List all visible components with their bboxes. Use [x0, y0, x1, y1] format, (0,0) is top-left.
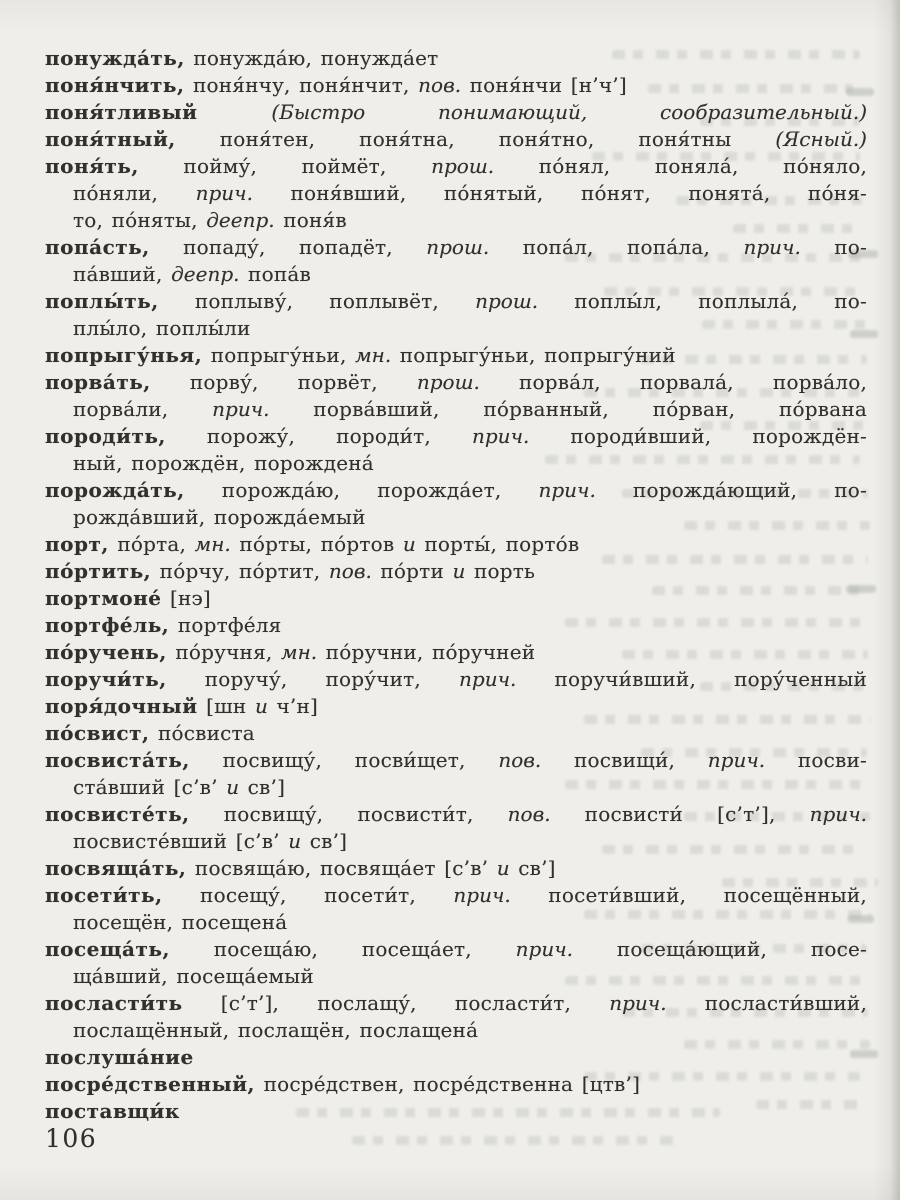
word-forms: посеща́ющий, посе- — [573, 937, 868, 961]
grammar-label: и — [288, 829, 302, 853]
headword: порожда́ть, — [45, 478, 185, 502]
headword: поня́нчить, — [45, 73, 185, 97]
word-forms: па́вший, — [73, 262, 172, 286]
grammar-label: пов. — [498, 748, 542, 772]
grammar-label: прич. — [212, 397, 270, 421]
grammar-label: деепр. — [206, 208, 275, 232]
dictionary-line — [45, 585, 867, 612]
word-forms: по́рчу, по́ртит, — [151, 559, 329, 583]
grammar-label: прич. — [459, 667, 517, 691]
headword: послуша́ние — [45, 1045, 194, 1069]
dictionary-line — [45, 963, 867, 990]
grammar-label: мн. — [281, 640, 318, 664]
grammar-label: пов. — [507, 802, 551, 826]
word-forms: поня́тен, поня́тна, поня́тно, поня́тны — [175, 127, 776, 151]
grammar-label: пов. — [328, 559, 372, 583]
dictionary-line — [45, 1098, 867, 1125]
grammar-label: прич. — [609, 991, 667, 1015]
grammar-label: прош. — [431, 154, 495, 178]
dictionary-line — [45, 774, 867, 801]
headword: посвяща́ть, — [45, 856, 187, 880]
dictionary-line — [45, 261, 867, 288]
headword: портмоне́ — [45, 586, 162, 610]
word-forms: поручу́, пору́чит, — [166, 667, 460, 691]
word-forms: посещу́, посети́т, — [162, 883, 454, 907]
dictionary-line — [45, 1071, 867, 1098]
word-forms: св’] — [301, 829, 348, 853]
grammar-label: прич. — [453, 883, 511, 907]
headword: попа́сть, — [45, 235, 150, 259]
word-forms: порты́, порто́в — [415, 532, 580, 556]
word-forms: св’] — [509, 856, 556, 880]
word-forms: то, по́няты, — [73, 208, 207, 232]
headword: по́свист, — [45, 721, 150, 745]
dictionary-line — [45, 1017, 867, 1044]
word-forms: порожу́, породи́т, — [165, 424, 472, 448]
dictionary-line — [45, 369, 867, 396]
word-forms: посвисте́вший [с’в’ — [73, 829, 289, 853]
word-forms: по́ручня, — [166, 640, 281, 664]
headword: порва́ть, — [45, 370, 151, 394]
dictionary-line — [45, 882, 867, 909]
dictionary-line — [45, 450, 867, 477]
word-forms: порва́л, порвала́, порва́ло, — [479, 370, 867, 394]
word-forms: поня́вший, по́нятый, по́нят, понята́, по́ня- — [252, 181, 867, 205]
word-forms: рожда́вший, порожда́емый — [73, 505, 366, 529]
dictionary-line — [45, 666, 867, 693]
word-forms: [с’т’], послащу́, посласти́т, — [182, 991, 610, 1015]
grammar-label: мн. — [355, 343, 392, 367]
word-forms: поплы́л, поплыла́, по- — [538, 289, 867, 313]
headword: попрыгу́нья, — [45, 343, 203, 367]
dictionary-line — [45, 153, 867, 180]
word-forms: посвищи́, — [541, 748, 708, 772]
dictionary-text-block — [45, 45, 867, 1125]
headword: портфе́ль, — [45, 613, 170, 637]
word-forms: поня́в — [274, 208, 347, 232]
dictionary-line — [45, 639, 867, 666]
grammar-label: прич. — [195, 181, 253, 205]
word-forms: посещён, посещена́ — [73, 910, 288, 934]
word-forms: по- — [800, 235, 867, 259]
word-forms: портфе́ля — [169, 613, 282, 637]
word-forms: послащённый, послащён, послащена́ — [73, 1018, 479, 1042]
dictionary-line — [45, 504, 867, 531]
word-forms: посвисти́ [с’т’], — [550, 802, 810, 826]
dictionary-line — [45, 990, 867, 1017]
word-forms: по́свиста — [149, 721, 255, 745]
word-forms: порву́, порвёт, — [150, 370, 417, 394]
dictionary-line — [45, 936, 867, 963]
headword: посвиста́ть, — [45, 748, 190, 772]
dictionary-line — [45, 180, 867, 207]
headword: поря́дочный — [45, 694, 198, 718]
word-forms: поручи́вший, пору́ченный — [516, 667, 867, 691]
word-forms: ща́вший, посеща́емый — [73, 964, 314, 988]
grammar-label: и — [226, 775, 240, 799]
headword: порт, — [45, 532, 109, 556]
dictionary-line — [45, 1044, 867, 1071]
word-forms: попрыгу́ньи, — [202, 343, 356, 367]
word-forms: по́нял, поняла́, по́няло, — [494, 154, 867, 178]
headword: поплы́ть, — [45, 289, 159, 313]
dictionary-line — [45, 342, 867, 369]
word-forms: по́няли, — [73, 181, 196, 205]
dictionary-line — [45, 909, 867, 936]
grammar-label: прич. — [743, 235, 801, 259]
word-forms: [нэ] — [161, 586, 211, 610]
dictionary-line — [45, 45, 867, 72]
headword: поня́тливый — [45, 100, 272, 124]
grammar-label: прич. — [707, 748, 766, 772]
dictionary-line — [45, 99, 867, 126]
page-number: 106 — [45, 1124, 98, 1153]
dictionary-line — [45, 288, 867, 315]
grammar-label: деепр. — [171, 262, 240, 286]
dictionary-line — [45, 855, 867, 882]
word-forms: ста́вший [с’в’ — [73, 775, 227, 799]
word-forms: попа́л, попа́ла, — [489, 235, 744, 259]
word-forms: поплыву́, поплывёт, — [158, 289, 476, 313]
word-forms: попа́в — [239, 262, 311, 286]
grammar-label: прич. — [538, 478, 596, 502]
word-forms: порть — [465, 559, 536, 583]
grammar-label: (Ясный.) — [775, 127, 867, 151]
dictionary-line — [45, 531, 867, 558]
dictionary-line — [45, 720, 867, 747]
word-forms: ч’н] — [267, 694, 318, 718]
headword: посвисте́ть, — [45, 802, 190, 826]
word-forms: порожда́ющий, по- — [595, 478, 867, 502]
dictionary-line — [45, 72, 867, 99]
page-edge-shadow — [890, 0, 900, 1200]
headword: породи́ть, — [45, 424, 166, 448]
word-forms: по́рти — [371, 559, 453, 583]
word-forms: пойму́, поймёт, — [138, 154, 432, 178]
headword: поня́тный, — [45, 127, 176, 151]
word-forms: [шн — [197, 694, 256, 718]
word-forms: св’] — [239, 775, 286, 799]
grammar-label: и — [402, 532, 416, 556]
word-forms: порожда́ю, порожда́ет, — [184, 478, 539, 502]
word-forms: посвищу́, посвисти́т, — [189, 802, 508, 826]
grammar-label: пов. — [418, 73, 462, 97]
dictionary-line — [45, 558, 867, 585]
word-forms: посети́вший, посещённый, — [510, 883, 867, 907]
dictionary-line — [45, 315, 867, 342]
dictionary-line — [45, 477, 867, 504]
grammar-label: мн. — [194, 532, 231, 556]
grammar-label: прош. — [416, 370, 480, 394]
word-forms: поня́нчу, поня́нчит, — [184, 73, 419, 97]
grammar-label: и — [452, 559, 466, 583]
headword: посеща́ть, — [45, 937, 170, 961]
dictionary-line — [45, 612, 867, 639]
grammar-label: прош. — [426, 235, 490, 259]
word-forms: плы́ло, поплы́ли — [73, 316, 251, 340]
word-forms: порва́вший, по́рванный, по́рван, по́рвана — [269, 397, 867, 421]
word-forms: посви- — [765, 748, 867, 772]
bleedthrough-mark — [352, 1136, 678, 1145]
dictionary-line — [45, 693, 867, 720]
word-forms: понужда́ю, понужда́ет — [184, 46, 439, 70]
headword: поставщи́к — [45, 1099, 180, 1123]
grammar-label: прош. — [475, 289, 539, 313]
grammar-label: и — [255, 694, 268, 718]
grammar-label: прич. — [809, 802, 867, 826]
dictionary-line — [45, 747, 867, 774]
dictionary-line — [45, 423, 867, 450]
headword: по́ручень, — [45, 640, 167, 664]
word-forms: попаду́, попадёт, — [149, 235, 427, 259]
word-forms: посвищу́, посви́щет, — [189, 748, 499, 772]
headword: посласти́ть — [45, 991, 183, 1015]
word-forms: ный, порождён, порождена́ — [73, 451, 374, 475]
headword: по́ртить, — [45, 559, 152, 583]
word-forms: по́ручни, по́ручней — [317, 640, 536, 664]
grammar-label: прич. — [515, 937, 574, 961]
word-forms: порва́ли, — [73, 397, 213, 421]
headword: посети́ть, — [45, 883, 163, 907]
dictionary-line — [45, 126, 867, 153]
word-forms: по́рты, по́ртов — [230, 532, 403, 556]
word-forms: посвяща́ю, посвяща́ет [с’в’ — [186, 856, 497, 880]
grammar-label: прич. — [472, 424, 530, 448]
word-forms: попрыгу́ньи, попрыгу́ний — [391, 343, 676, 367]
dictionary-line — [45, 828, 867, 855]
grammar-label: (Быстро понимающий, сообразительный.) — [271, 100, 867, 124]
headword: посре́дственный, — [45, 1072, 256, 1096]
word-forms: посласти́вший, — [666, 991, 867, 1015]
dictionary-line — [45, 207, 867, 234]
dictionary-line — [45, 801, 867, 828]
headword: понужда́ть, — [45, 46, 185, 70]
word-forms: по́рта, — [108, 532, 195, 556]
word-forms: посре́дствен, посре́дственна [цтв’] — [255, 1072, 641, 1096]
word-forms: посеща́ю, посеща́ет, — [169, 937, 516, 961]
headword: поручи́ть, — [45, 667, 167, 691]
word-forms: породи́вший, порождён- — [529, 424, 867, 448]
headword: поня́ть, — [45, 154, 139, 178]
grammar-label: и — [496, 856, 510, 880]
dictionary-line — [45, 234, 867, 261]
dictionary-line — [45, 396, 867, 423]
word-forms: поня́нчи [н’ч’] — [461, 73, 627, 97]
